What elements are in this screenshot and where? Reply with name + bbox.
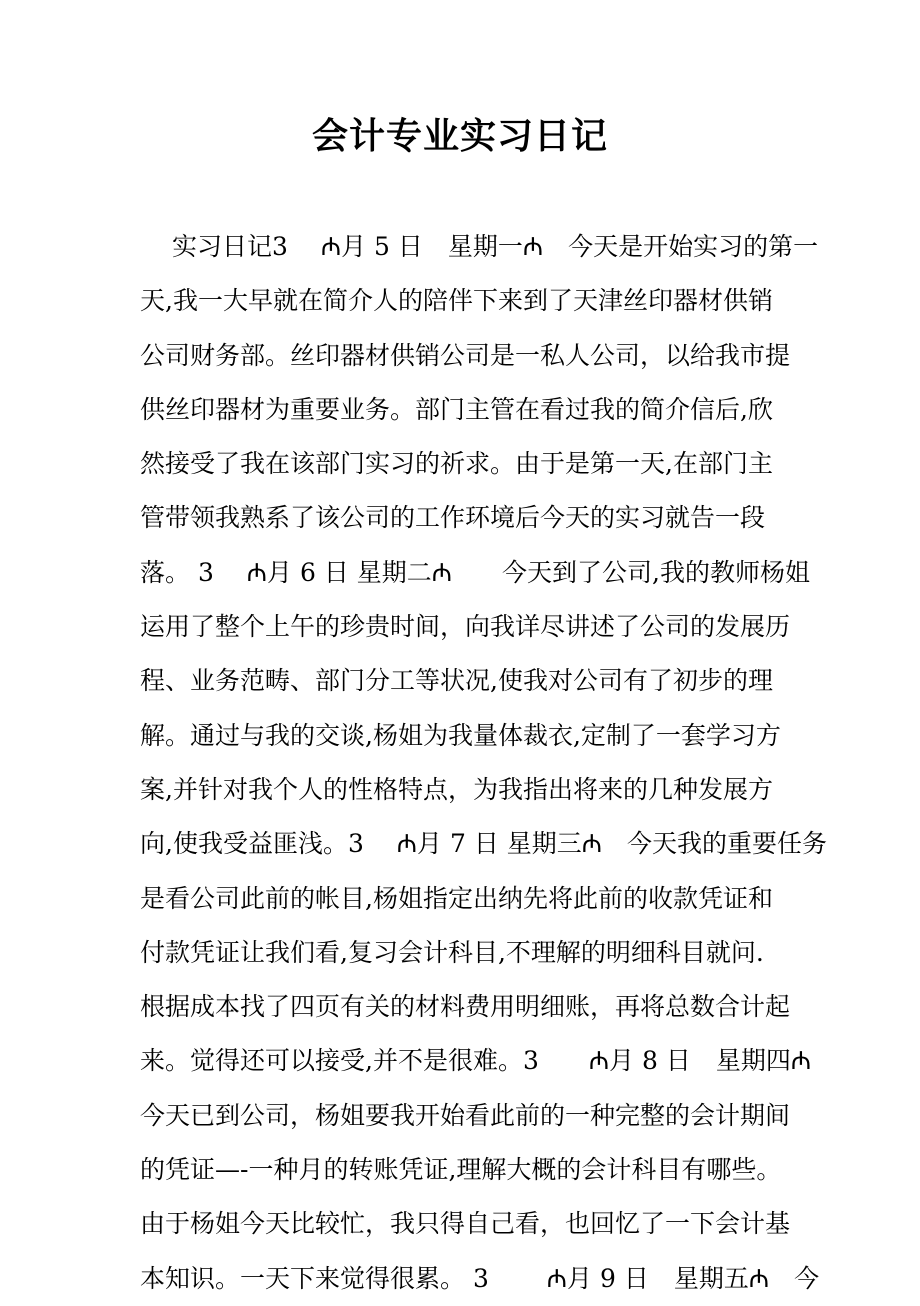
text-line: 根据成本找了四页有关的材料费用明细账，再将总数合计起: [140, 992, 791, 1022]
document-title: 会计专业实习日记: [311, 115, 608, 157]
text-line: 向,使我受益匪浅。3 ₼月 7 日 星期三₼ 今天我的重要任务: [140, 829, 828, 859]
text-line: 供丝印器材为重要业务。部门主管在看过我的简介信后,欣: [140, 394, 773, 424]
text-line: 案,并针对我个人的性格特点，为我指出将来的几种发展方: [140, 774, 773, 804]
text-line: 本知识。一天下来觉得很累。 3 ₼月 9 日 星期五₼ 今: [140, 1263, 820, 1293]
text-line: 来。觉得还可以接受,并不是很难。3 ₼月 8 日 星期四₼: [140, 1046, 812, 1076]
text-line: 付款凭证让我们看,复习会计科目,不理解的明细科目就问.: [140, 937, 764, 967]
text-line: 运用了整个上午的珍贵时间，向我详尽讲述了公司的发展历: [140, 612, 791, 642]
text-line: 然接受了我在该部门实习的祈求。由于是第一天,在部门主: [140, 449, 773, 479]
text-line: 管带领我熟系了该公司的工作环境后今天的实习就告一段: [140, 503, 766, 533]
text-line: 由于杨姐今天比较忙，我只得自己看，也回忆了一下会计基: [140, 1209, 791, 1239]
text-line: 今天已到公司，杨姐要我开始看此前的一种完整的会计期间: [140, 1100, 791, 1130]
text-line: 实习日记3 ₼月 5 日 星期一₼ 今天是开始实习的第一: [172, 232, 819, 261]
text-line: 天,我一大早就在简介人的陪伴下来到了天津丝印器材供销: [140, 286, 773, 316]
text-line: 程、业务范畴、部门分工等状况,使我对公司有了初步的理: [140, 666, 773, 696]
text-line: 落。 3 ₼月 6 日 星期二₼ 今天到了公司,我的教师杨姐: [140, 557, 810, 587]
text-line: 的凭证—-一种月的转账凭证,理解大概的会计科目有哪些。: [140, 1155, 782, 1185]
text-line: 是看公司此前的帐目,杨姐指定出纳先将此前的收款凭证和: [140, 883, 773, 913]
text-line: 公司财务部。丝印器材供销公司是一私人公司，以给我市提: [140, 340, 791, 370]
text-line: 解。通过与我的交谈,杨姐为我量体裁衣,定制了一套学习方: [140, 720, 781, 750]
diary-body: [140, 220, 828, 1306]
